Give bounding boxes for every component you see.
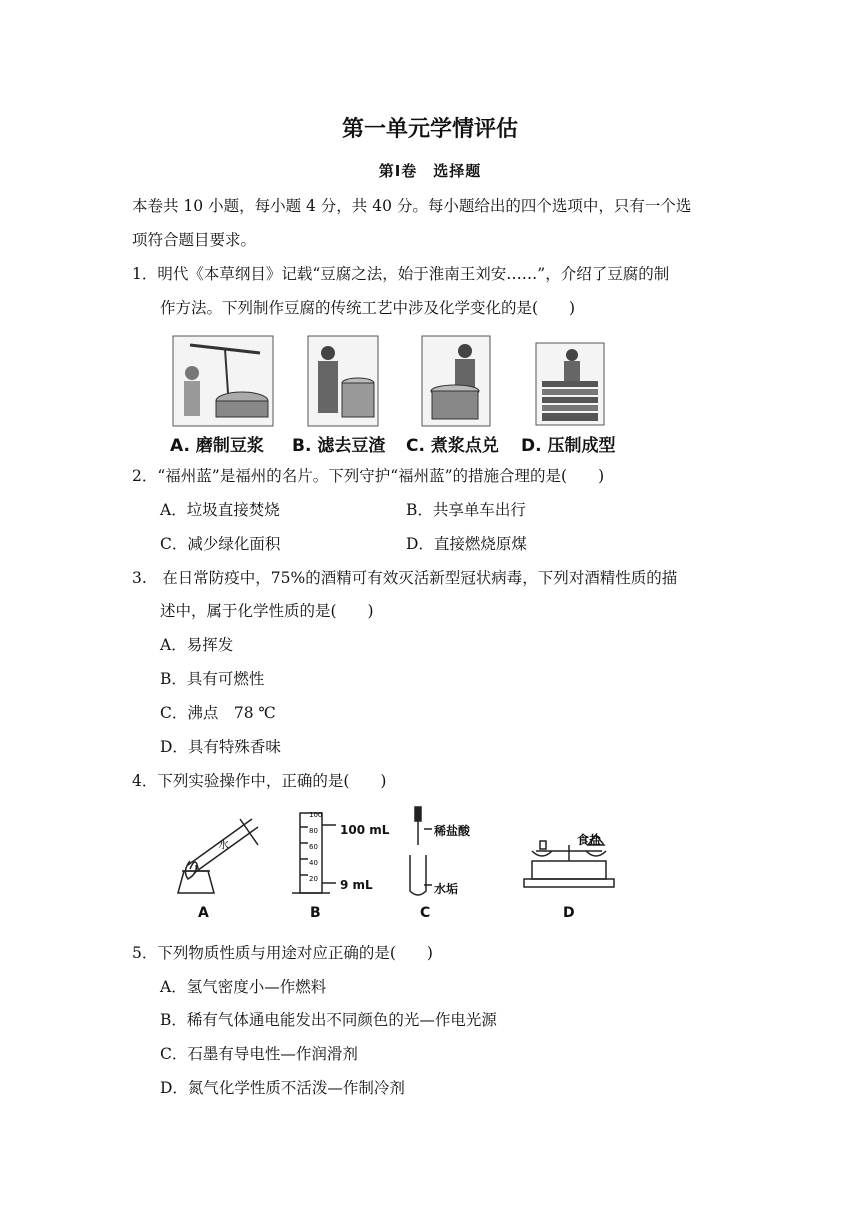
q2-option-b: B．共享单车出行	[406, 501, 526, 519]
q3-stem-line1: 3. 在日常防疫中，75%的酒精可有效灭活新型冠状病毒，下列对酒精性质的描	[132, 569, 678, 587]
q5-option-c: C．石墨有导电性—作润滑剂	[160, 1045, 358, 1063]
tofu-pressing-illustration	[536, 343, 604, 425]
q1-caption-d: D. 压制成型	[521, 436, 616, 456]
q4-label-d: D	[563, 905, 575, 921]
q4-label-a: A	[198, 905, 209, 921]
cylinder-tick-label: 20	[309, 875, 318, 883]
q1-stem-line2: 作方法。下列制作豆腐的传统工艺中涉及化学变化的是( )	[160, 299, 576, 317]
section-title: 第Ⅰ卷 选择题	[378, 162, 482, 180]
q2-stem: 2．“福州蓝”是福州的名片。下列守护“福州蓝”的措施合理的是( )	[132, 467, 605, 485]
q1-stem-line1: 1．明代《本草纲目》记载“豆腐之法，始于淮南王刘安……”，介绍了豆腐的制	[132, 265, 670, 283]
q3-option-a: A．易挥发	[160, 636, 234, 654]
q4-label-b: B	[310, 905, 321, 921]
instructions-line2: 项符合题目要求。	[132, 231, 257, 249]
q3-stem-line2: 述中，属于化学性质的是( )	[160, 602, 374, 620]
q4-c-bottom-label: 水垢	[434, 882, 459, 896]
cylinder-tick-label: 80	[309, 827, 318, 835]
q4-stem: 4．下列实验操作中，正确的是( )	[132, 772, 387, 790]
q1-caption-a: A. 磨制豆浆	[170, 436, 264, 456]
q1-caption-b: B. 滤去豆渣	[292, 436, 386, 456]
q2-option-c: C．减少绿化面积	[160, 535, 281, 553]
tofu-grinding-illustration	[173, 336, 273, 426]
instructions-line1: 本卷共 10 小题，每小题 4 分，共 40 分。每小题给出的四个选项中，只有一个选	[132, 197, 692, 215]
q4-a-water-label: 水	[218, 838, 229, 851]
heating-test-tube-apparatus	[178, 819, 258, 893]
q4-lab-figure	[160, 805, 620, 900]
cylinder-tick-label: 40	[309, 859, 318, 867]
q3-option-c: C．沸点 78 ℃	[160, 704, 276, 722]
q3-option-d: D．具有特殊香味	[160, 738, 281, 756]
q5-option-a: A．氢气密度小—作燃料	[160, 978, 327, 996]
q2-option-d: D．直接燃烧原煤	[406, 535, 527, 553]
q4-label-c: C	[420, 905, 431, 921]
dropper-and-test-tube	[410, 807, 432, 895]
q4-c-top-label: 稀盐酸	[434, 824, 471, 838]
cylinder-tick-label: 60	[309, 843, 318, 851]
q4-d-salt-label: 食盐	[577, 833, 602, 847]
q5-option-d: D．氮气化学性质不活泼—作制冷剂	[160, 1079, 405, 1097]
q2-option-a: A．垃圾直接焚烧	[160, 501, 280, 519]
cylinder-tick-label: 100	[309, 811, 323, 819]
page-title: 第一单元学情评估	[341, 117, 518, 142]
q1-tofu-figure	[170, 333, 610, 429]
q5-stem: 5．下列物质性质与用途对应正确的是( )	[132, 944, 433, 962]
q5-option-b: B．稀有气体通电能发出不同颜色的光—作电光源	[160, 1011, 497, 1029]
tofu-boiling-illustration	[422, 336, 490, 426]
q4-b-top-label: 100 mL	[340, 823, 390, 837]
q4-b-bottom-label: 9 mL	[340, 878, 373, 892]
q3-option-b: B．具有可燃性	[160, 670, 265, 688]
tofu-filtering-illustration	[308, 336, 378, 426]
q1-caption-c: C. 煮浆点兑	[406, 436, 499, 456]
